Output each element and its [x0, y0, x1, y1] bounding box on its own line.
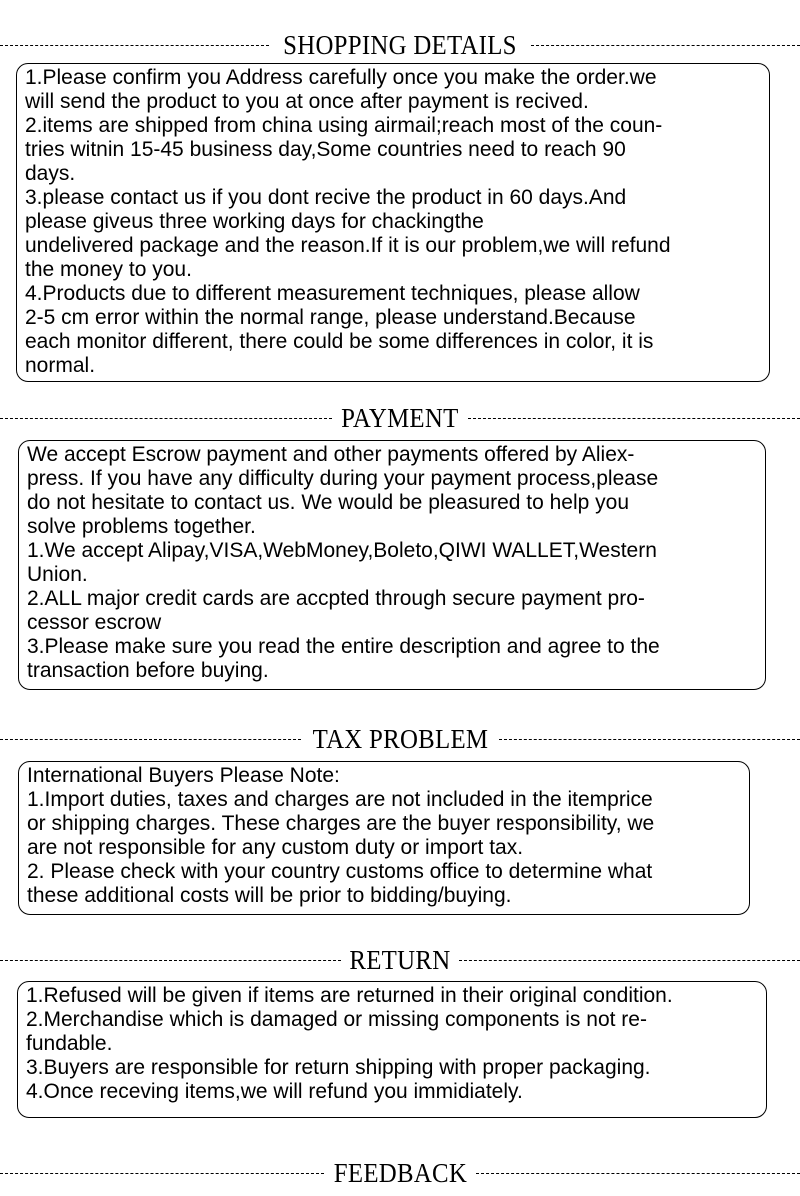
section-title: FEEDBACK [333, 1158, 467, 1188]
section-header-tax-problem [0, 722, 800, 756]
text-line: International Buyers Please Note: [27, 764, 340, 787]
divider-right [531, 45, 800, 46]
divider-left [0, 418, 332, 419]
text-line: 2.ALL major credit cards are accpted through secure payment pro- [27, 587, 645, 610]
section-header-payment [0, 401, 800, 435]
text-line: 2. Please check with your country customs office to determine what [27, 860, 653, 883]
text-line: 1.Refused will be given if items are returned in their original condition. [26, 984, 673, 1007]
text-line: fundable. [26, 1032, 113, 1055]
text-line: 4.Once receving items,we will refund you immidiately. [26, 1080, 523, 1103]
divider-right [476, 1173, 800, 1174]
text-line: 1.Import duties, taxes and charges are not included in the itemprice [27, 788, 653, 811]
payment-box [18, 440, 766, 690]
text-line: We accept Escrow payment and other payments offered by Aliex- [27, 443, 635, 466]
text-line: tries witnin 15-45 business day,Some countries need to reach 90 [25, 138, 626, 161]
text-line: 2.Merchandise which is damaged or missing components is not re- [26, 1008, 647, 1031]
text-line: do not hesitate to contact us. We would be pleasured to help you [27, 491, 630, 514]
shopping-details-box [16, 63, 770, 382]
section-header-shopping-details [0, 28, 800, 62]
section-header-feedback [0, 1156, 800, 1190]
text-line: 1.We accept Alipay,VISA,WebMoney,Boleto,QIWI WALLET,Western [27, 539, 657, 562]
text-line: 4.Products due to different measurement techniques, please allow [25, 282, 640, 305]
divider-right [499, 739, 800, 740]
text-line: press. If you have any difficulty during your payment process,please [27, 467, 659, 490]
text-line: or shipping charges. These charges are the buyer responsibility, we [27, 812, 655, 835]
divider-left [0, 45, 269, 46]
text-line: 2.items are shipped from china using airmail;reach most of the coun- [25, 114, 663, 137]
text-line: transaction before buying. [27, 659, 269, 682]
text-line: the money to you. [25, 258, 192, 281]
return-box [17, 981, 767, 1118]
divider-left [0, 739, 301, 740]
tax-problem-box [18, 761, 750, 915]
text-line: each monitor different, there could be some differences in color, it is [25, 330, 654, 353]
text-line: undelivered package and the reason.If it is our problem,we will refund [25, 234, 671, 257]
text-line: cessor escrow [27, 611, 162, 634]
text-line: 1.Please confirm you Address carefully once you make the order.we [25, 66, 657, 89]
text-line: are not responsible for any custom duty or import tax. [27, 836, 524, 859]
text-line: days. [25, 162, 76, 185]
text-line: please giveus three working days for chackingthe [25, 210, 484, 233]
text-line: 3.Buyers are responsible for return shipping with proper packaging. [26, 1056, 651, 1079]
divider-right [459, 960, 800, 961]
section-header-return [0, 943, 800, 977]
text-line: solve problems together. [27, 515, 256, 538]
divider-left [0, 1173, 324, 1174]
section-title: TAX PROBLEM [312, 724, 488, 754]
section-title: PAYMENT [341, 403, 459, 433]
divider-right [468, 418, 800, 419]
section-title: SHOPPING DETAILS [283, 30, 517, 60]
section-title: RETURN [349, 945, 451, 975]
text-line: will send the product to you at once after payment is recived. [25, 90, 589, 113]
text-line: normal. [25, 354, 96, 377]
text-line: Union. [27, 563, 88, 586]
text-line: 2-5 cm error within the normal range, please understand.Because [25, 306, 636, 329]
text-line: 3.please contact us if you dont recive the product in 60 days.And [25, 186, 627, 209]
text-line: these additional costs will be prior to bidding/buying. [27, 884, 512, 907]
divider-left [0, 960, 341, 961]
text-line: 3.Please make sure you read the entire description and agree to the [27, 635, 660, 658]
